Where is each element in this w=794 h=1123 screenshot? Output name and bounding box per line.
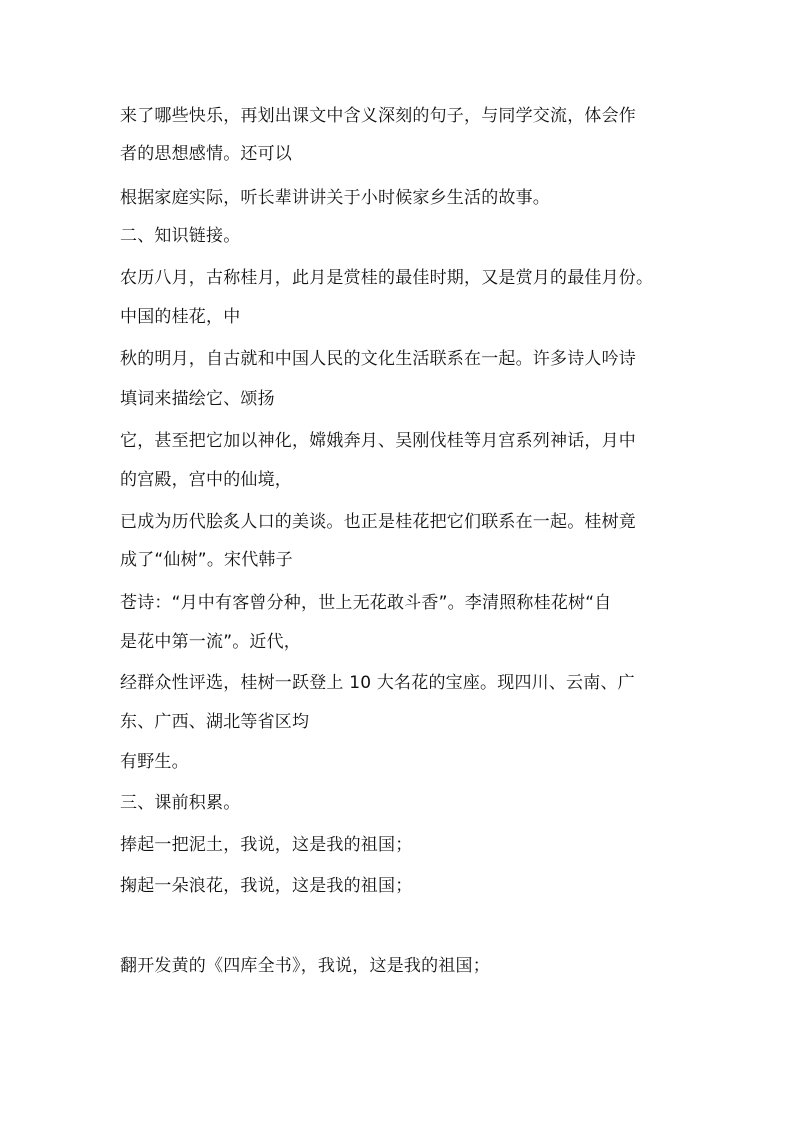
text-line-3: 根据家庭实际，听长辈讲讲关于小时候家乡生活的故事。 — [120, 188, 550, 208]
text-line-21: 翻开发黄的《四库全书》，我说，这是我的祖国； — [120, 956, 490, 976]
text-line-8: 填词来描绘它、颂扬 — [120, 389, 275, 409]
text-line-7: 秋的明月，自古就和中国人民的文化生活联系在一起。许多诗人吟诗 — [120, 349, 636, 369]
section-heading-3: 三、课前积累。 — [120, 793, 241, 813]
text-line-13: 苍诗：“月中有客曾分种，世上无花敢斗香”。李清照称桂花树“自 — [120, 593, 612, 613]
text-line-9: 它，甚至把它加以神化，嫦娥奔月、吴刚伐桂等月宫系列神话，月中 — [120, 431, 636, 451]
text-line-5: 农历八月，古称桂月，此月是赏桂的最佳时期，又是赏月的最佳月份。 — [120, 268, 654, 288]
text-line-19: 捧起一把泥土，我说，这是我的祖国； — [120, 835, 413, 855]
text-line-12: 成了“仙树”。宋代韩子 — [120, 550, 293, 570]
text-line-2: 者的思想感情。还可以 — [120, 144, 292, 164]
text-line-14: 是花中第一流”。近代， — [120, 632, 302, 652]
text-line-6: 中国的桂花，中 — [120, 307, 241, 327]
text-line-17: 有野生。 — [120, 752, 189, 772]
text-line-16: 东、广西、湖北等省区均 — [120, 712, 310, 732]
text-line-11: 已成为历代脍炙人口的美谈。也正是桂花把它们联系在一起。桂树竟 — [120, 512, 636, 532]
text-line-15: 经群众性评选，桂树一跃登上 10 大名花的宝座。现四川、云南、广 — [120, 673, 635, 693]
text-line-20: 掬起一朵浪花，我说，这是我的祖国； — [120, 876, 413, 896]
section-heading-2: 二、知识链接。 — [120, 226, 241, 246]
text-line-1: 来了哪些快乐，再划出课文中含义深刻的句子，与同学交流，体会作 — [120, 106, 636, 126]
text-line-10: 的宫殿，宫中的仙境， — [120, 470, 292, 490]
